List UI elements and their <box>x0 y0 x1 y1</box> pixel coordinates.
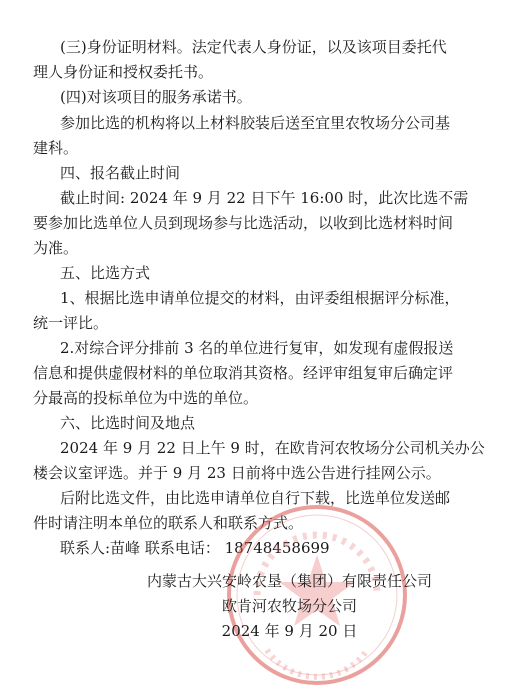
section-heading: 四、报名截止时间 <box>60 164 181 182</box>
signature-date: 2024 年 9 月 20 日 <box>221 622 358 640</box>
text-line: 统一评比。 <box>33 314 109 332</box>
text-line: 为准。 <box>33 239 79 257</box>
text-line: 2.对综合评分排前 3 名的单位进行复审，如发现有虚假报送 <box>60 339 454 357</box>
text-line: 建科。 <box>33 139 79 157</box>
text-line: 参加比选的机构将以上材料胶装后送至宜里农牧场分公司基 <box>60 114 451 132</box>
text-line: 信息和提供虚假材料的单位取消其资格。经评审组复审后确定评 <box>33 364 454 382</box>
text-line: 分最高的投标单位为中选的单位。 <box>33 389 259 407</box>
section-heading: 六、比选时间及地点 <box>60 414 196 432</box>
text-line: 楼会议室评选。并于 9 月 23 日前将中选公告进行挂网公示。 <box>33 464 441 482</box>
section-heading: 五、比选方式 <box>60 264 151 282</box>
text-line: 件时请注明本单位的联系人和联系方式。 <box>33 514 304 532</box>
text-line: (三)身份证明材料。法定代表人身份证，以及该项目委托代 <box>60 38 447 56</box>
text-line: 截止时间: 2024 年 9 月 22 日下午 16:00 时，此次比选不需 <box>60 189 469 207</box>
contact-line: 联系人:苗峰 联系电话： 18748458699 <box>60 539 330 557</box>
signature-branch: 欧肯河农牧场分公司 <box>221 597 357 615</box>
text-line: 2024 年 9 月 22 日上午 9 时，在欧肯河农牧场分公司机关办公 <box>60 439 485 457</box>
signature-company: 内蒙古大兴安岭农垦（集团）有限责任公司 <box>146 572 432 590</box>
text-line: (四)对该项目的服务承诺书。 <box>60 88 252 106</box>
text-line: 1、根据比选申请单位提交的材料，由评委组根据评分标准， <box>60 289 460 307</box>
text-line: 要参加比选单位人员到现场参与比选活动，以收到比选材料时间 <box>33 214 454 232</box>
text-line: 后附比选文件，由比选申请单位自行下载，比选单位发送邮 <box>60 489 451 507</box>
text-line: 理人身份证和授权委托书。 <box>33 63 214 81</box>
